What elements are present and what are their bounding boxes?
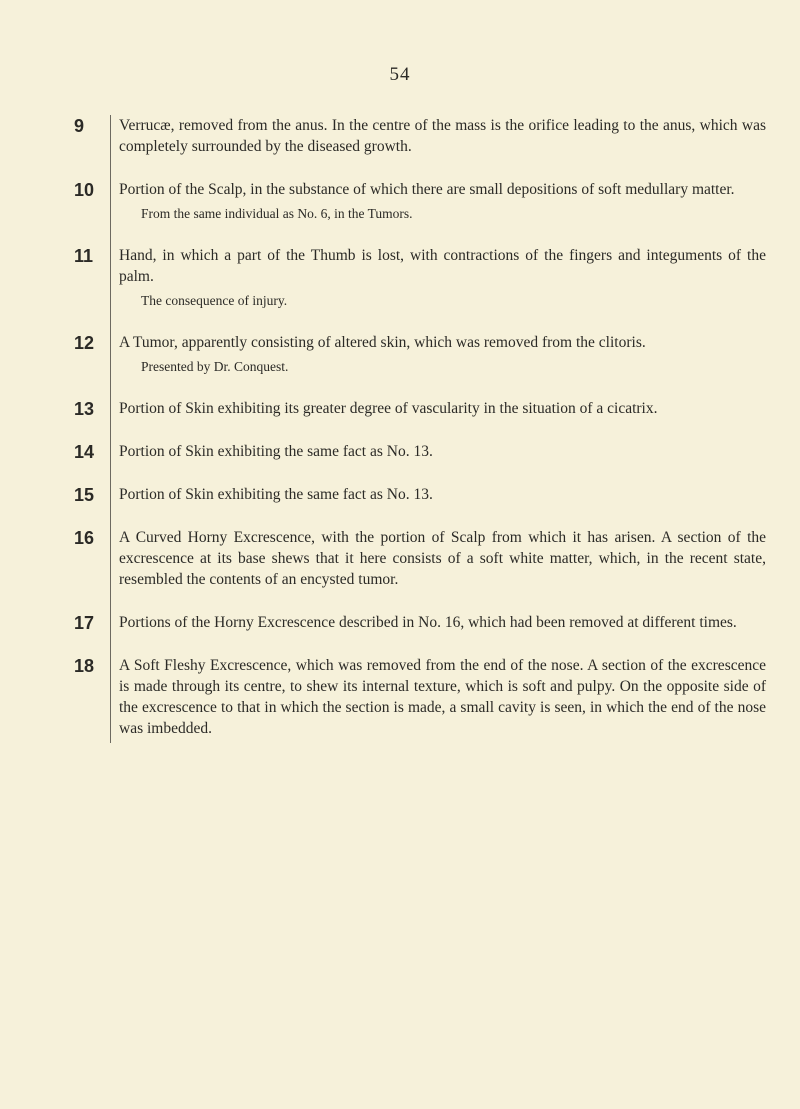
entry-body <box>110 612 766 655</box>
entry-body <box>110 332 766 398</box>
entry-body <box>110 441 766 484</box>
entry-body <box>110 527 766 612</box>
entry-description: A Soft Fleshy Excrescence, which was removed from the end of the nose. A section of the excrescence is made through its centre, to shew its internal texture, which is soft and pulpy. On the opposite side of the excrescence to that in which the section is made, a small cavity is seen, in which the end of the nose was imbedded. <box>119 657 766 737</box>
entry-17 <box>66 612 766 655</box>
entry-body <box>110 115 766 179</box>
entry-number: 11 <box>74 246 94 266</box>
entry-body <box>110 179 766 245</box>
entry-description: Portion of Skin exhibiting its greater degree of vascularity in the situation of a cicatrix. <box>119 400 658 417</box>
entry-body <box>110 245 766 332</box>
entry-description: Portion of the Scalp, in the substance of which there are small depositions of soft medullary matter. <box>119 181 735 198</box>
entry-number: 15 <box>74 485 95 505</box>
entry-body <box>110 484 766 527</box>
entry-description: A Tumor, apparently consisting of altered skin, which was removed from the clitoris. <box>119 334 646 351</box>
entry-description: Verrucæ, removed from the anus. In the centre of the mass is the orifice leading to the anus, which was completely surrounded by the diseased growth. <box>119 117 766 155</box>
entry-description: Hand, in which a part of the Thumb is lost, with contractions of the fingers and integuments of the palm. <box>119 247 766 285</box>
entry-description: Portion of Skin exhibiting the same fact as No. 13. <box>119 443 433 460</box>
entry-body <box>110 398 766 441</box>
entry-body <box>110 655 766 743</box>
entry-list <box>66 115 766 743</box>
entry-description: Portions of the Horny Excrescence described in No. 16, which had been removed at different times. <box>119 614 737 631</box>
entry-10 <box>66 179 766 245</box>
entry-note: Presented by Dr. Conquest. <box>141 359 289 374</box>
entry-15 <box>66 484 766 527</box>
entry-13 <box>66 398 766 441</box>
entry-12 <box>66 332 766 398</box>
entry-number: 12 <box>74 333 95 353</box>
entry-note: From the same individual as No. 6, in the Tumors. <box>141 206 413 221</box>
entry-description: A Curved Horny Excrescence, with the portion of Scalp from which it has arisen. A section of the excrescence at its base shews that it here consists of a soft white matter, which, in the recent state, resembled the contents of an encysted tumor. <box>119 529 766 588</box>
entry-number: 10 <box>74 180 95 200</box>
entry-number: 13 <box>74 399 95 419</box>
entry-18 <box>66 655 766 743</box>
entry-11 <box>66 245 766 332</box>
entry-number: 9 <box>74 116 85 136</box>
page-number: 54 <box>389 64 411 85</box>
entry-9 <box>66 115 766 179</box>
entry-number: 14 <box>74 442 95 462</box>
entry-description: Portion of Skin exhibiting the same fact as No. 13. <box>119 486 433 503</box>
entry-number: 17 <box>74 613 95 633</box>
entry-note: The consequence of injury. <box>141 293 288 308</box>
entry-14 <box>66 441 766 484</box>
entry-number: 16 <box>74 528 95 548</box>
entry-16 <box>66 527 766 612</box>
entry-number: 18 <box>74 656 95 676</box>
